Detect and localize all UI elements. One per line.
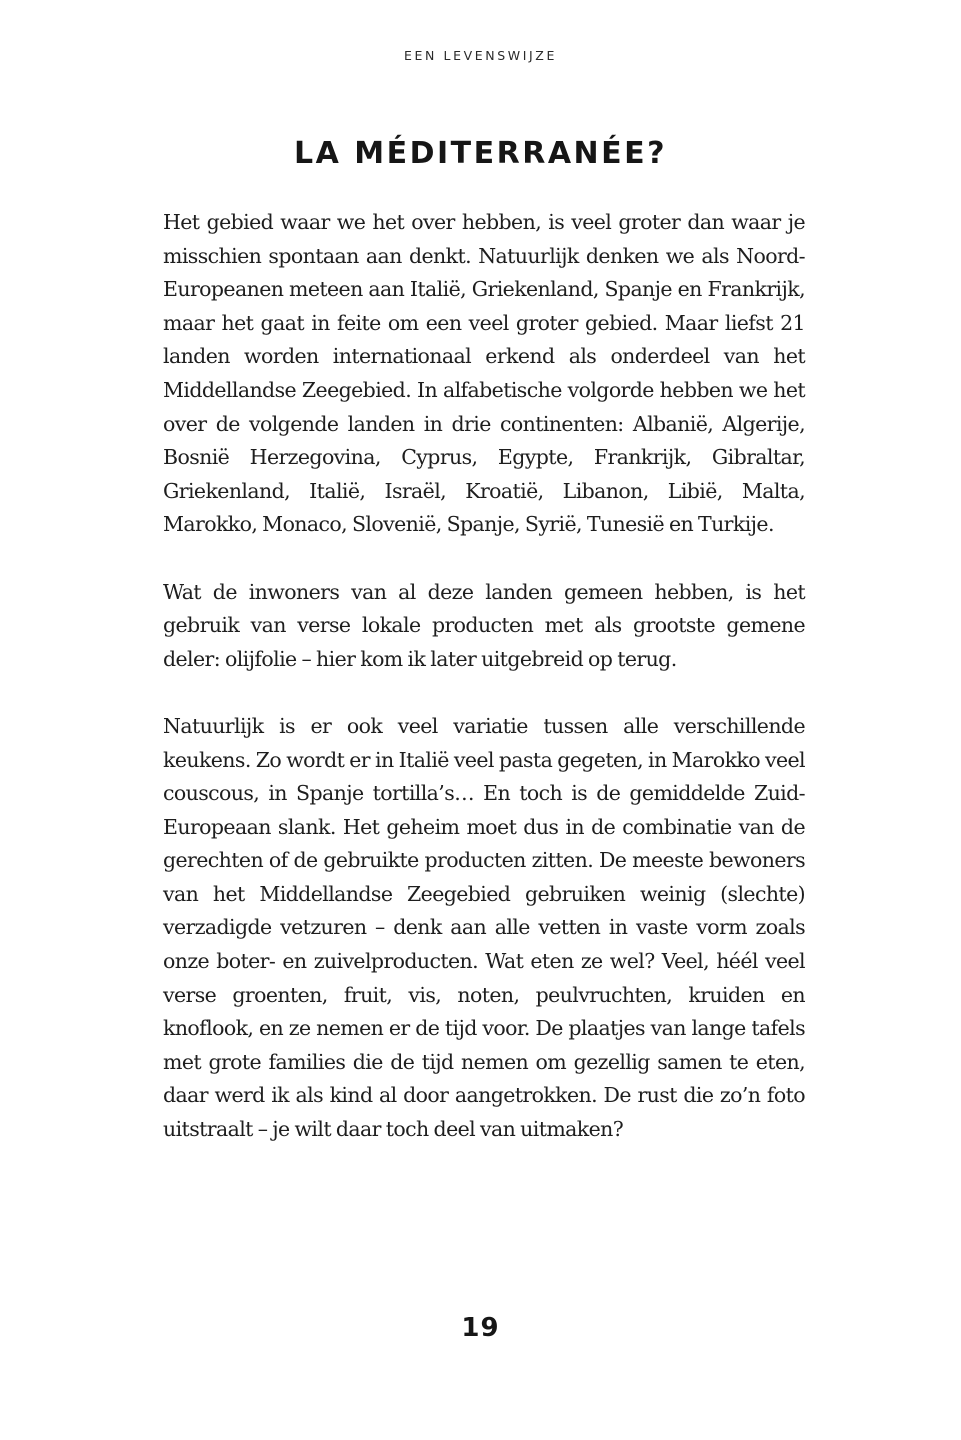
page-number: 19: [461, 1313, 500, 1343]
body-text: [163, 206, 805, 1147]
chapter-title: LA MÉDITERRANÉE?: [293, 136, 668, 171]
paragraph-olive-oil: Wat de inwoners van al deze landen gemeen hebben, is het gebruik van verse lokale producten met als grootste gemene deler: olijfolie – hier kom ik later uitgebreid op terug.: [163, 579, 805, 671]
paragraph-countries: Het gebied waar we het over hebben, is veel groter dan waar je misschien spontaan aan denkt. Natuurlijk denken we als Noord-Europeanen meteen aan Italië, Griekenland, Spanje en Frankrijk, maar het gaat in feite om een veel groter gebied. Maar liefst 21 landen worden internationaal erkend als onderdeel van het Middellandse Zeegebied. In alfabetische volgorde hebben we het over de volgende landen in drie continenten: Albanië, Algerije, Bosnië Herzegovina, Cyprus, Egypte, Frankrijk, Gibraltar, Griekenland, Italië, Israël, Kroatië, Libanon, Libië, Malta, Marokko, Monaco, Slovenië, Spanje, Syrië, Tunesië en Turkije.: [163, 210, 805, 537]
paragraph-cuisine-variation: Natuurlijk is er ook veel variatie tussen alle verschillende keukens. Zo wordt er in Italië veel pasta gegeten, in Marokko veel couscous, in Spanje tortilla’s… En toch is de gemiddelde Zuid-Europeaan slank. Het geheim moet dus in de combinatie van de gerechten of de gebruikte producten zitten. De meeste bewoners van het Middellandse Zeegebied gebruiken weinig (slechte) verzadigde vetzuren – denk aan alle vetten in vaste vorm zoals onze boter- en zuivelproducten. Wat eten ze wel? Veel, héél veel verse groenten, fruit, vis, noten, peulvruchten, kruiden en knoflook, en ze nemen er de tijd voor. De plaatjes van lange tafels met grote families die de tijd nemen om gezellig samen te eten, daar werd ik als kind al door aangetrokken. De rust die zo’n foto uitstraalt – je wilt daar toch deel van uitmaken?: [163, 713, 805, 1142]
running-header: EEN LEVENSWIJZE: [404, 48, 557, 63]
